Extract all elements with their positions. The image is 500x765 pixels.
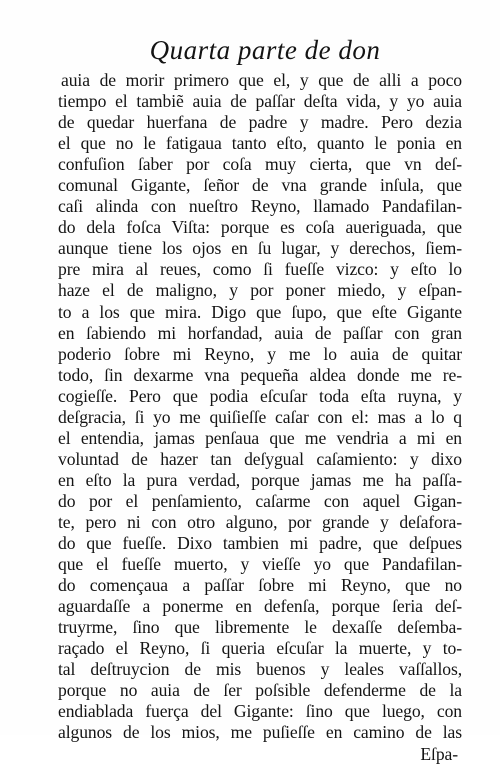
- text-line: do començaua a paſſar ſobre mi Reyno, que no: [58, 575, 462, 596]
- text-line: to a los que mira. Digo que ſupo, que eſte Gigante: [58, 301, 462, 322]
- text-line: endiablada fuerça del Gigante: ſino que luego, con: [58, 701, 462, 722]
- text-line: en ſabiendo mi horfandad, auia de paſſar con gran: [58, 322, 462, 343]
- text-line: aunque tiene los ojos en ſu lugar, y derechos, ſiem-: [58, 238, 462, 259]
- text-line: caſi alinda con nueſtro Reyno, llamado Pandafilan-: [58, 196, 462, 217]
- text-line: tiempo el tambiẽ auia de paſſar deſta vida, y yo auia: [58, 91, 462, 112]
- text-line: el entendia, jamas penſaua que me vendria a mi en: [58, 427, 462, 448]
- text-line: pre mira al reues, como ſi fueſſe vizco: y eſto lo: [58, 259, 462, 280]
- text-line: confuſion ſaber por coſa muy cierta, que vn deſ-: [58, 154, 462, 175]
- text-line: de quedar huerfana de padre y madre. Pero dezia: [58, 112, 462, 133]
- text-line: porque no auia de ſer poſsible defenderme de la: [58, 680, 462, 701]
- text-line: auia de morir primero que el, y que de alli a poco: [61, 70, 462, 90]
- text-line: en eſto la pura verdad, porque jamas me ha paſſa-: [58, 469, 462, 490]
- text-line: el que no le fatigaua tanto eſto, quanto le ponia en: [58, 133, 462, 154]
- text-line: cogieſſe. Pero que podia eſcuſar toda eſta ruyna, y: [58, 385, 462, 406]
- text-line: raçado el Reyno, ſi queria eſcuſar la muerte, y to-: [58, 638, 462, 659]
- text-line: poderio ſobre mi Reyno, y me lo auia de quitar: [58, 343, 462, 364]
- text-line: deſgracia, ſi yo me quiſieſſe caſar con el: mas a lo q: [58, 406, 462, 427]
- text-line: tal deſtruycion de mis buenos y leales vaſſallos,: [58, 659, 462, 680]
- text-line: aguardaſſe a ponerme en defenſa, porque ſeria deſ-: [58, 596, 462, 617]
- text-line: truyrme, ſino que libremente le dexaſſe deſemba-: [58, 617, 462, 638]
- text-line: te, pero ni con otro alguno, por grande y deſafora-: [58, 511, 462, 532]
- body-text: [58, 70, 462, 765]
- text-line: comunal Gigante, ſeñor de vna grande inſula, que: [58, 175, 462, 196]
- text-line: voluntad de hazer tan deſygual caſamiento: y dixo: [58, 448, 462, 469]
- running-head: Quarta parte de don: [149, 35, 381, 65]
- text-line: algunos de los mios, me puſieſſe en camino de las: [58, 722, 462, 743]
- text-line: do que fueſſe. Dixo tambien mi padre, que deſpues: [58, 533, 462, 554]
- text-line: do dela foſca Viſta: porque es coſa aueriguada, que: [58, 217, 462, 238]
- text-line: do por el penſamiento, caſarme con aquel Gigan-: [58, 490, 462, 511]
- text-line: todo, ſin dexarme vna pequeña aldea donde me re-: [58, 364, 462, 385]
- text-line: que el fueſſe muerto, y vieſſe yo que Pandafilan-: [58, 554, 462, 575]
- text-line: haze el de maligno, y por poner miedo, y eſpan-: [58, 280, 462, 301]
- catchword: Eſpa-: [420, 743, 458, 764]
